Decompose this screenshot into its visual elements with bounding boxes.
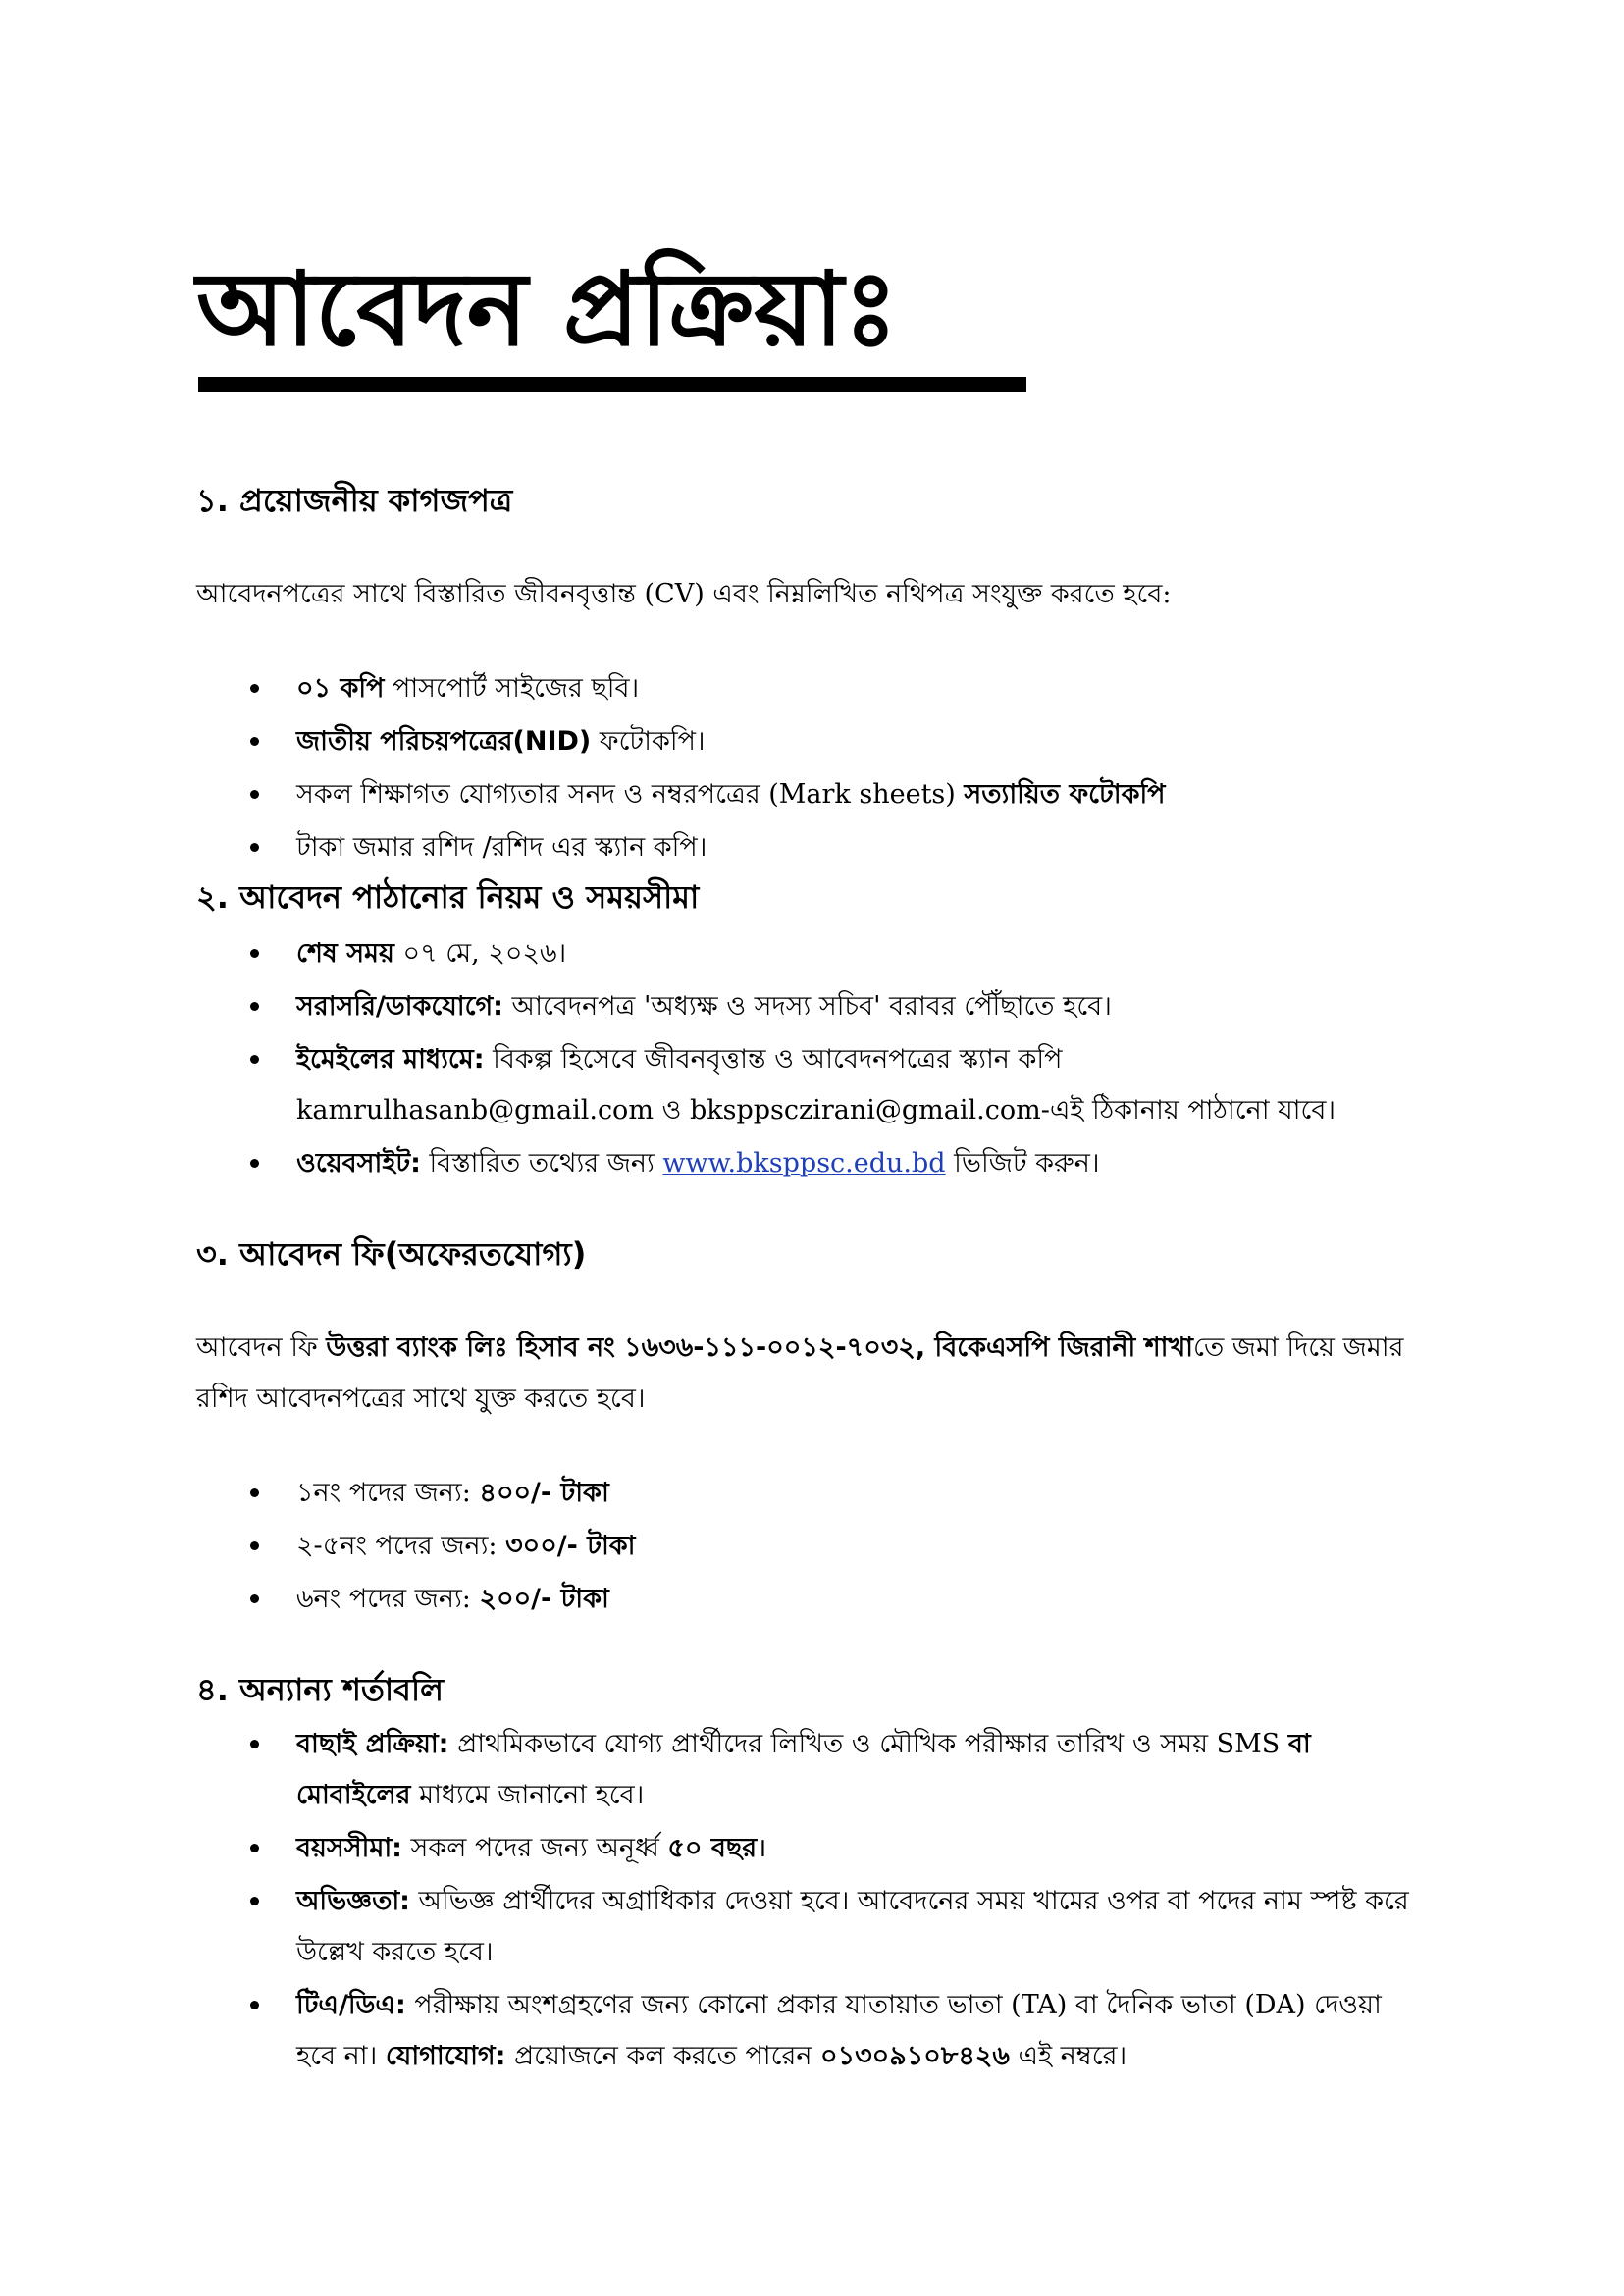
title-underline [198,377,1026,392]
list-item: অভিজ্ঞতা: অভিজ্ঞ প্রার্থীদের অগ্রাধিকার দেওয়া হবে। আবেদনের সময় খামের ওপর বা পদের নাম স্পষ্ট করে উল্লেখ করতে হবে। [196,1876,1423,1978]
list-item: সকল শিক্ষাগত যোগ্যতার সনদ ও নম্বরপত্রের (Mark sheets) সত্যায়িত ফটোকপি [196,769,1423,820]
list-item: জাতীয় পরিচয়পত্রের(NID) ফটোকপি। [196,716,1423,767]
section-4-list [196,1719,1423,2084]
section-1-intro: আবেদনপত্রের সাথে বিস্তারিত জীবনবৃত্তান্ত (CV) এবং নিম্নলিখিত নথিপত্র সংযুক্ত করতে হবে: [196,579,1172,609]
list-item: ১নং পদের জন্য: ৪০০/- টাকা [196,1468,1423,1519]
list-item: ইমেইলের মাধ্যমে: বিকল্প হিসেবে জীবনবৃত্তান্ত ও আবেদনপত্রের স্ক্যান কপি kamrulhasanb@gmail.com ও bksppsczirani@gmail.com-এই ঠিকানায় পাঠানো যাবে। [196,1034,1423,1136]
website-link[interactable]: www.bksppsc.edu.bd [662,1148,946,1178]
section-3-list [196,1468,1423,1627]
section-3-paragraph: আবেদন ফি উত্তরা ব্যাংক লিঃ হিসাব নং ১৬৩৬-১১১-০০১২-৭০৩২, বিকেএসপি জিরানী শাখাতে জমা দিয়ে জমার রশিদ আবেদনপত্রের সাথে যুক্ত করতে হবে। [196,1332,1404,1414]
list-item: ৬নং পদের জন্য: ২০০/- টাকা [196,1574,1423,1625]
section-2-heading: ২. আবেদন পাঠানোর নিয়ম ও সময়সীমা [196,878,700,915]
list-item: টিএ/ডিএ: পরীক্ষায় অংশগ্রহণের জন্য কোনো প্রকার যাতায়াত ভাতা (TA) বা দৈনিক ভাতা (DA) দেওয়া হবে না। যোগাযোগ: প্রয়োজনে কল করতে পারেন ০১৩০৯১০৮৪২৬ এই নম্বরে। [196,1980,1423,2082]
list-item: শেষ সময় ০৭ মে, ২০২৬। [196,928,1423,979]
list-item: ২-৫নং পদের জন্য: ৩০০/- টাকা [196,1521,1423,1572]
section-4-heading: ৪. অন্যান্য শর্তাবলি [196,1671,444,1708]
list-item: সরাসরি/ডাকযোগে: আবেদনপত্র 'অধ্যক্ষ ও সদস্য সচিব' বরাবর পৌঁছাতে হবে। [196,981,1423,1032]
list-item: বয়সসীমা: সকল পদের জন্য অনূর্ধ্ব ৫০ বছর। [196,1823,1423,1874]
list-item: ওয়েবসাইট: বিস্তারিত তথ্যের জন্য www.bksppsc.edu.bd ভিজিট করুন। [196,1138,1423,1189]
section-1-heading: ১. প্রয়োজনীয় কাগজপত্র [196,482,513,519]
list-item: টাকা জমার রশিদ /রশিদ এর স্ক্যান কপি। [196,822,1423,873]
section-2-list [196,928,1423,1191]
page-title: আবেদন প্রক্রিয়াঃ [196,249,899,369]
email-address: kamrulhasanb@gmail.com [296,1095,654,1125]
section-1-list [196,663,1423,875]
section-3-heading: ৩. আবেদন ফি(অফেরতযোগ্য) [196,1235,587,1273]
list-item: বাছাই প্রক্রিয়া: প্রাথমিকভাবে যোগ্য প্রার্থীদের লিখিত ও মৌখিক পরীক্ষার তারিখ ও সময় SMS বা মোবাইলের মাধ্যমে জানানো হবে। [196,1719,1423,1821]
email-address: bksppsczirani@gmail.com [689,1095,1041,1125]
list-item: ০১ কপি পাসপোর্ট সাইজের ছবি। [196,663,1423,714]
